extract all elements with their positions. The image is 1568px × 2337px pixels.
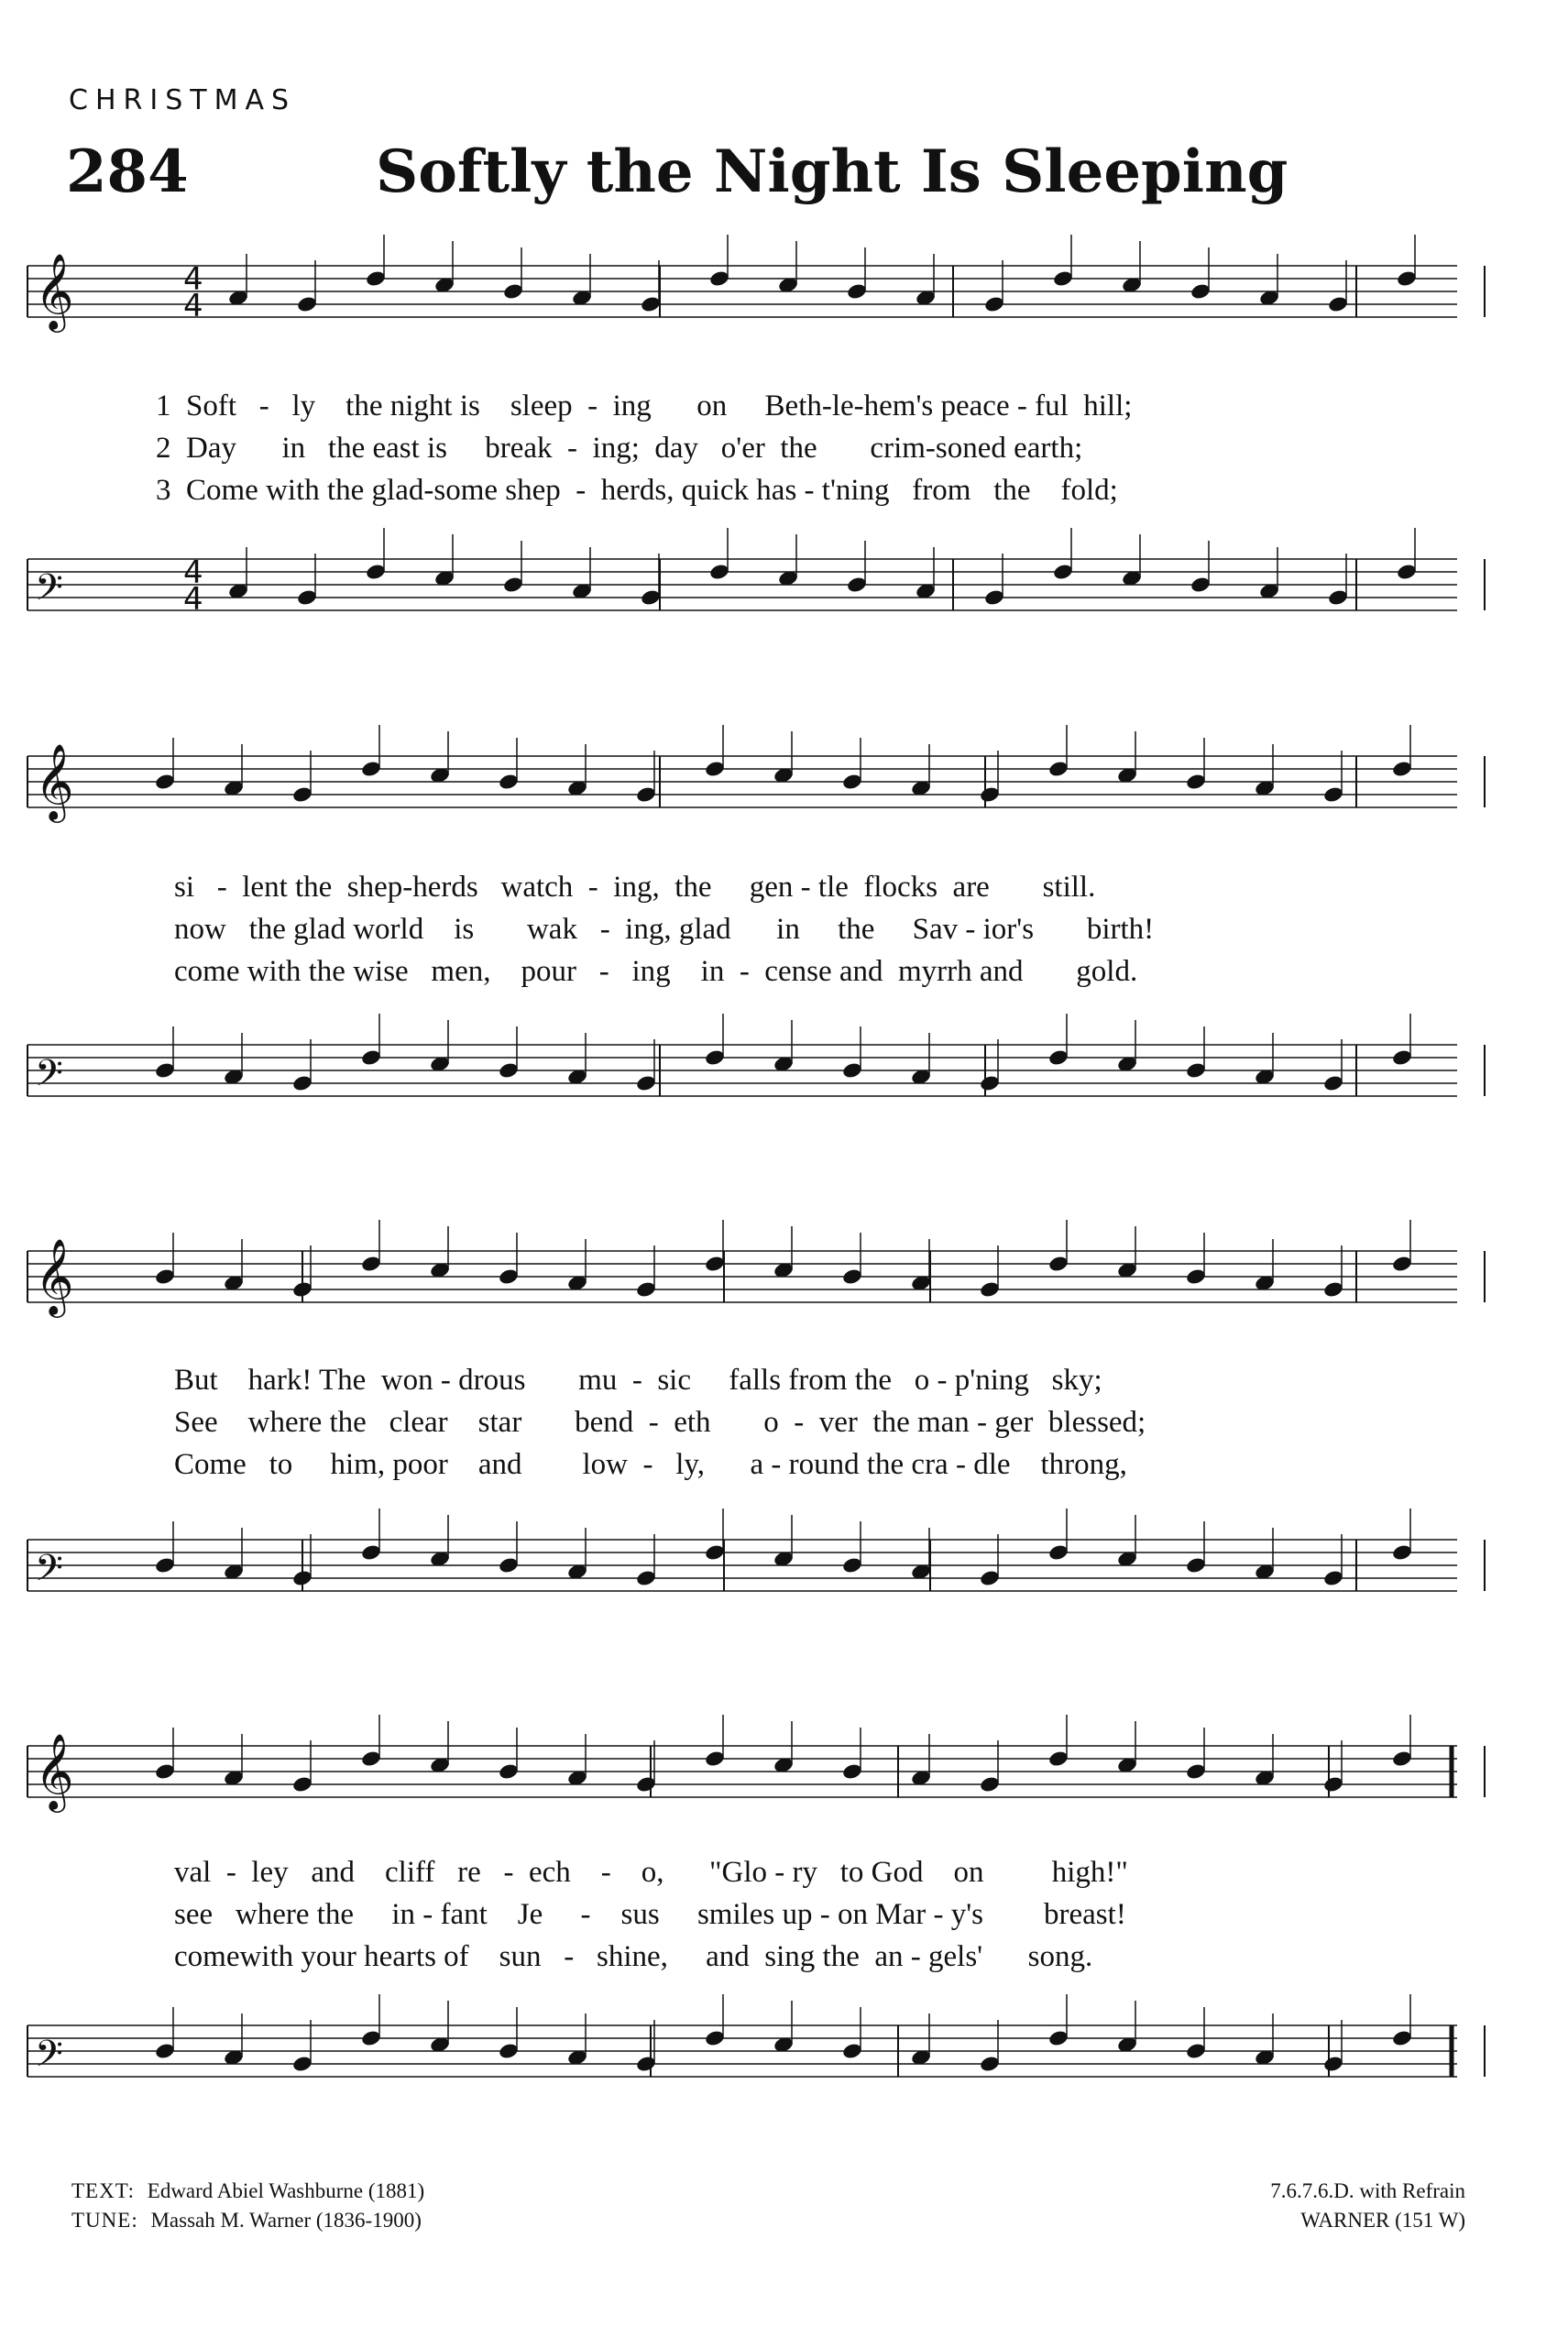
- meter: 7.6.7.6.D. with Refrain: [1270, 2179, 1465, 2202]
- bass-staff: [0, 1013, 1568, 1150]
- tune-label: TUNE:: [71, 2209, 138, 2232]
- treble-staff: [0, 234, 1568, 371]
- bass-staff: [0, 1993, 1568, 2131]
- text-label: TEXT:: [71, 2179, 136, 2202]
- bass-clef: 𝄢: [35, 2033, 63, 2084]
- lyric-line: But hark! The won - drous mu - sic falls from the o - p'ning sky;: [174, 1364, 1102, 1397]
- bass-clef: 𝄢: [35, 1547, 63, 1598]
- footer-text-credit: [71, 2179, 424, 2203]
- lyric-line: 1 Soft - ly the night is sleep - ing on Beth-le-hem's peace - ful hill;: [156, 390, 1133, 422]
- lyric-line: si - lent the shep-herds watch - ing, the gen - tle flocks are still.: [174, 871, 1096, 904]
- lyric-line: see where the in - fant Je - sus smiles up - on Mar - y's breast!: [174, 1898, 1126, 1931]
- bass-clef: 𝄢: [35, 566, 63, 618]
- treble-staff: [0, 724, 1568, 861]
- treble-clef: 𝄞: [35, 1237, 74, 1314]
- treble-clef: 𝄞: [35, 252, 74, 329]
- lyric-line: 2 Day in the east is break - ing; day o'er the crim-soned earth;: [156, 432, 1083, 465]
- lyric-line: 3 Come with the glad-some shep - herds, quick has - t'ning from the fold;: [156, 474, 1118, 507]
- treble-staff: [0, 1714, 1568, 1851]
- hymn-title: Softly the Night Is Sleeping: [376, 137, 1288, 206]
- text-credit: Edward Abiel Washburne (1881): [147, 2179, 425, 2202]
- treble-clef: 𝄞: [35, 1732, 74, 1809]
- tune-credit: Massah M. Warner (1836-1900): [150, 2209, 422, 2232]
- tune-name: WARNER (151 W): [1300, 2209, 1465, 2232]
- footer-tune-credit: [71, 2209, 422, 2233]
- time-signature-top: 4: [183, 554, 203, 591]
- bass-staff: [0, 1508, 1568, 1645]
- lyric-line: comewith your hearts of sun - shine, and sing the an - gels' song.: [174, 1940, 1093, 1973]
- lyric-line: now the glad world is wak - ing, glad in the Sav - ior's birth!: [174, 913, 1155, 946]
- hymn-number: 284: [66, 137, 189, 206]
- lyric-line: val - ley and cliff re - ech - o, "Glo - ry to God on high!": [174, 1856, 1128, 1889]
- lyric-line: Come to him, poor and low - ly, a - round the cra - dle throng,: [174, 1448, 1127, 1481]
- lyric-line: come with the wise men, pour - ing in - cense and myrrh and gold.: [174, 955, 1138, 988]
- time-signature-top: 4: [183, 261, 203, 298]
- time-signature-bottom: 4: [183, 288, 203, 324]
- bass-staff: [0, 527, 1568, 664]
- treble-staff: [0, 1219, 1568, 1356]
- treble-clef: 𝄞: [35, 742, 74, 819]
- bass-clef: 𝄢: [35, 1052, 63, 1103]
- section-label: CHRISTMAS: [69, 84, 297, 116]
- lyric-line: See where the clear star bend - eth o - ver the man - ger blessed;: [174, 1406, 1146, 1439]
- time-signature-bottom: 4: [183, 581, 203, 618]
